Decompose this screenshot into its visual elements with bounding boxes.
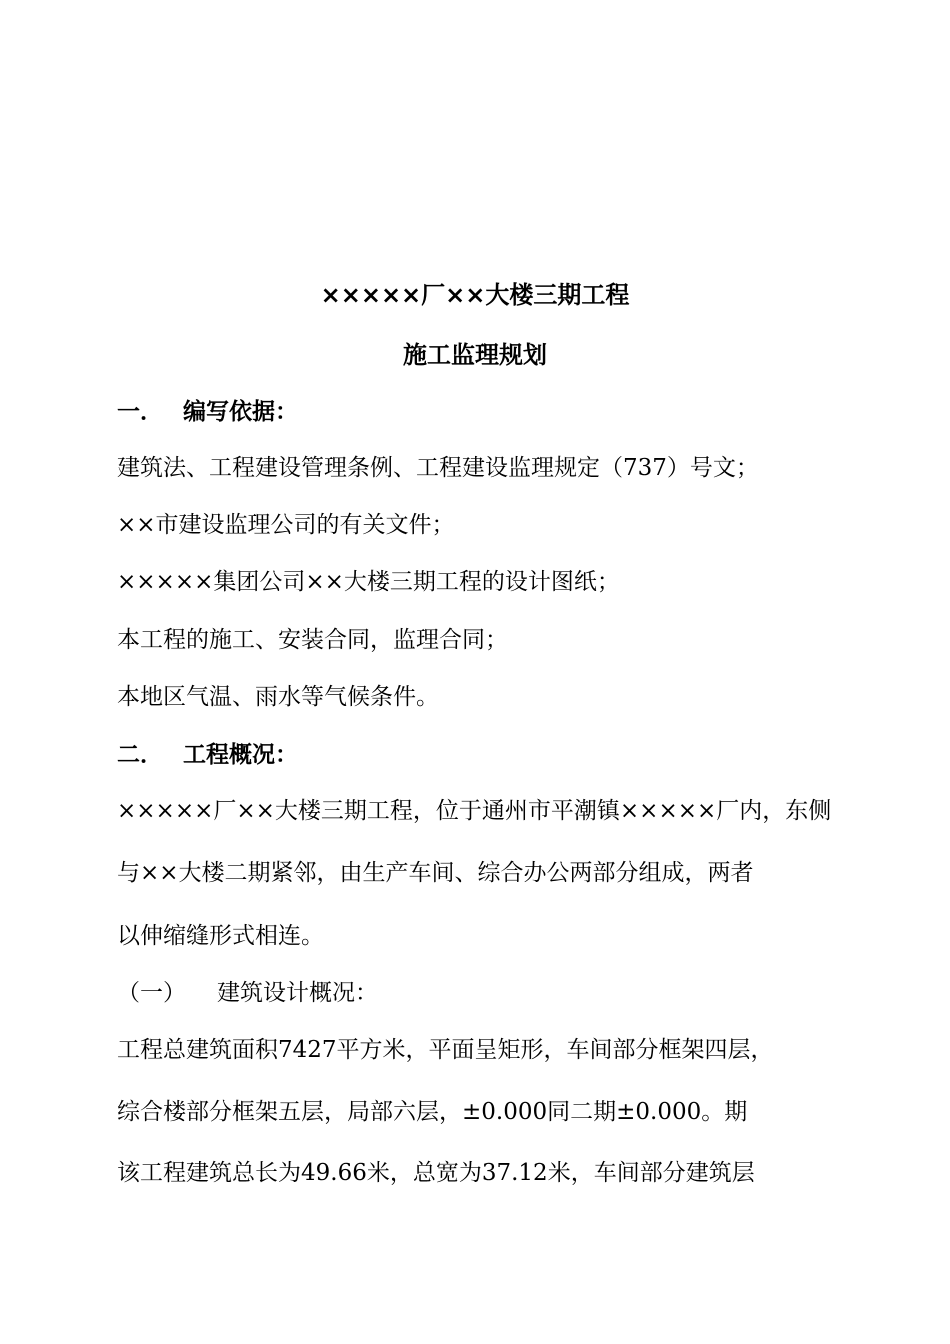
list-item: ×××××集团公司××大楼三期工程的设计图纸； [117, 569, 620, 595]
section-number: 一． [117, 399, 163, 425]
paragraph-line: 以伸缩缝形式相连。 [117, 923, 324, 949]
list-item: ××市建设监理公司的有关文件； [117, 512, 455, 538]
section-title: 编写依据： [183, 399, 298, 425]
paragraph-line: 综合楼部分框架五层，局部六层，±0.000同二期±0.000。期 [117, 1099, 748, 1125]
subsection-heading-1 [117, 978, 378, 1008]
document-title-line2: 施工监理规划 [403, 341, 547, 369]
section-heading-1 [117, 397, 298, 427]
paragraph-line: ×××××厂××大楼三期工程，位于通州市平潮镇×××××厂内，东侧 [117, 798, 832, 824]
document-title-line1: ×××××厂××大楼三期工程 [320, 281, 630, 309]
section-heading-2 [117, 740, 298, 770]
paragraph-line: 该工程建筑总长为49.66米，总宽为37.12米，车间部分建筑层 [117, 1160, 755, 1186]
list-item: 本工程的施工、安装合同，监理合同； [117, 627, 508, 653]
paragraph-line: 工程总建筑面积7427平方米，平面呈矩形，车间部分框架四层， [117, 1037, 774, 1063]
list-item: 本地区气温、雨水等气候条件。 [117, 684, 439, 710]
subsection-title: 建筑设计概况： [217, 980, 378, 1006]
section-title: 工程概况： [183, 742, 298, 768]
list-item: 建筑法、工程建设管理条例、工程建设监理规定（737）号文； [117, 455, 759, 481]
paragraph-line: 与××大楼二期紧邻，由生产车间、综合办公两部分组成，两者 [117, 860, 754, 886]
subsection-number: （一） [117, 980, 186, 1006]
section-number: 二． [117, 742, 163, 768]
